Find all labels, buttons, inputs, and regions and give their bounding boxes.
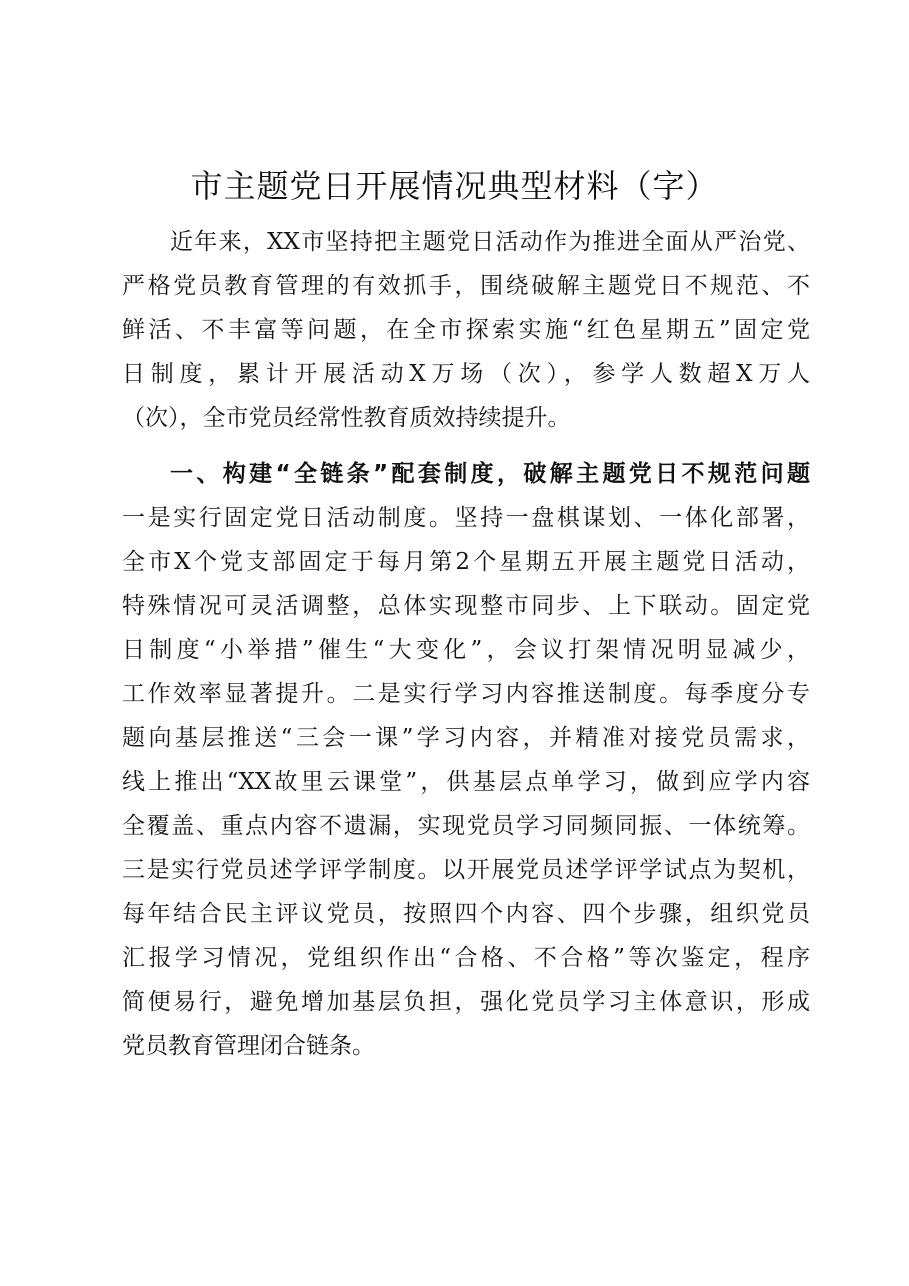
section-heading: 一、构建“全链条”配套制度，破解主题党日不规范问题	[170, 461, 810, 487]
intro-line: 近年来，XX市坚持把主题党日活动作为推进全面从严治党、	[170, 229, 810, 255]
section-line: 题向基层推送“三会一课”学习内容，并精准对接党员需求，	[122, 725, 810, 751]
section-line: 简便易行，避免增加基层负担，强化党员学习主体意识，形成	[122, 989, 810, 1015]
document-title: 市主题党日开展情况典型材料（字）	[190, 167, 719, 205]
section-line: 三是实行党员述学评学制度。以开展党员述学评学试点为契机，	[122, 857, 810, 883]
section-line: 线上推出“XX故里云课堂”，供基层点单学习，做到应学内容	[122, 769, 810, 795]
section-line: 汇报学习情况，党组织作出“合格、不合格”等次鉴定，程序	[122, 945, 810, 971]
section-line: 党员教育管理闭合链条。	[122, 1033, 375, 1059]
section-line: 一是实行固定党日活动制度。坚持一盘棋谋划、一体化部署，	[122, 505, 810, 531]
section-line: 每年结合民主评议党员，按照四个内容、四个步骤，组织党员	[122, 901, 810, 927]
section-line: 特殊情况可灵活调整，总体实现整市同步、上下联动。固定党	[122, 593, 810, 619]
intro-line: 鲜活、不丰富等问题，在全市探索实施“红色星期五”固定党	[122, 317, 810, 343]
section-line: 全市X个党支部固定于每月第2个星期五开展主题党日活动，	[122, 549, 810, 575]
section-line: 全覆盖、重点内容不遗漏，实现党员学习同频同振、一体统筹。	[122, 813, 810, 839]
section-line: 日制度“小举措”催生“大变化”，会议打架情况明显减少，	[122, 637, 810, 663]
intro-line: 严格党员教育管理的有效抓手，围绕破解主题党日不规范、不	[122, 273, 810, 299]
intro-line: 日制度，累计开展活动X万场（次），参学人数超X万人	[122, 361, 810, 387]
section-line: 工作效率显著提升。二是实行学习内容推送制度。每季度分专	[122, 681, 810, 707]
intro-line: （次），全市党员经常性教育质效持续提升。	[122, 405, 571, 431]
